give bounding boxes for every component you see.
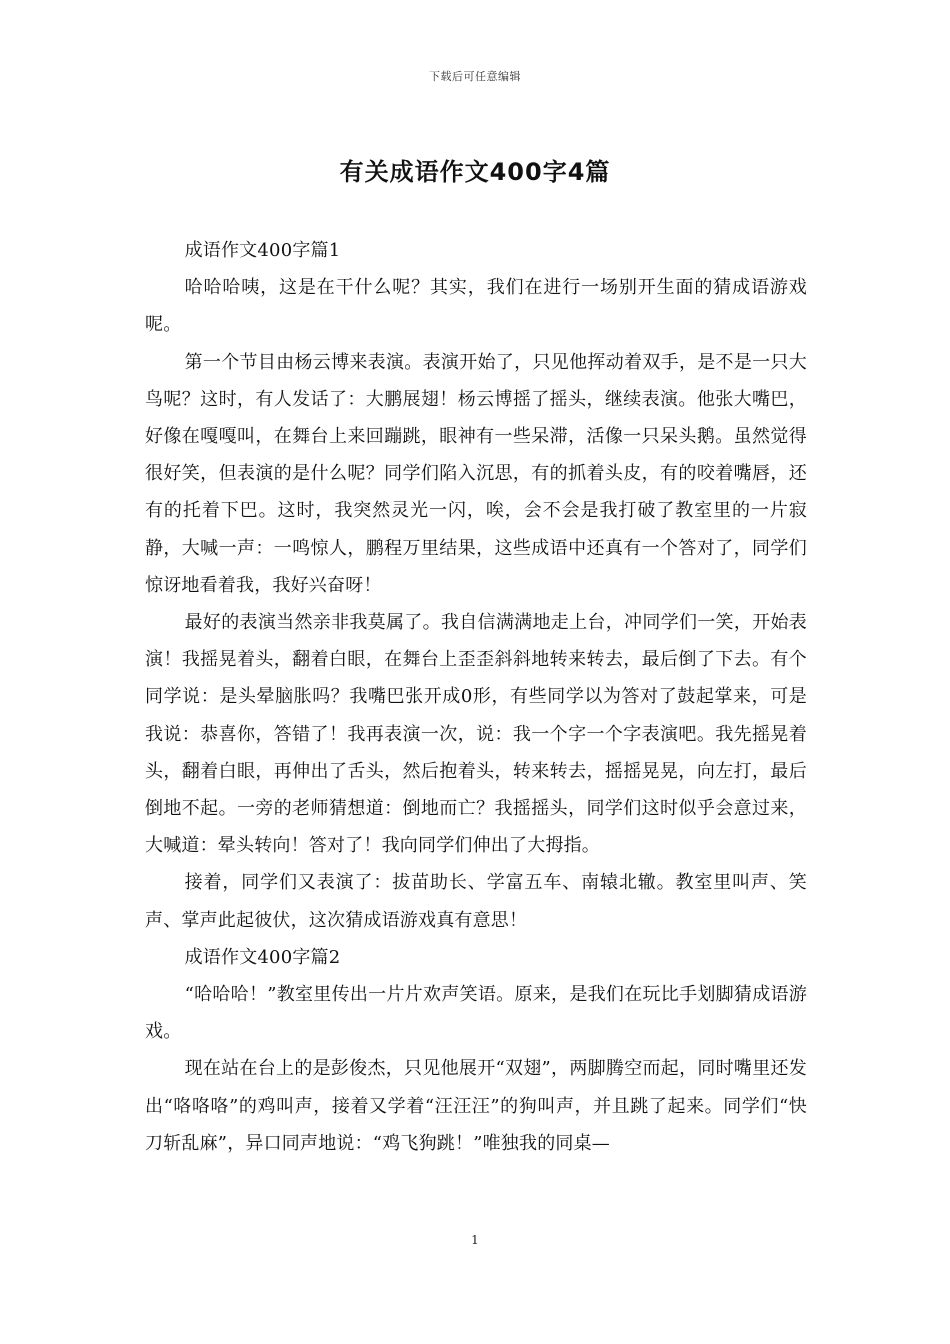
document-body <box>145 232 807 1162</box>
section-heading-1: 成语作文400字篇1 <box>184 240 341 261</box>
paragraph: 哈哈哈咦，这是在干什么呢？其实，我们在进行一场别开生面的猜成语游戏呢。 <box>145 277 807 336</box>
paragraph: 第一个节目由杨云博来表演。表演开始了，只见他挥动着双手，是不是一只大鸟呢？这时，有人发话了：大鹏展翅！杨云博摇了摇头，继续表演。他张大嘴巴，好像在嘎嘎叫，在舞台上来回蹦跳，眼神有一些呆滞，活像一只呆头鹅。虽然觉得很好笑，但表演的是什么呢？同学们陷入沉思，有的抓着头皮，有的咬着嘴唇，还有的托着下巴。这时，我突然灵光一闪，唉，会不会是我打破了教室里的一片寂静，大喊一声：一鸣惊人，鹏程万里结果，这些成语中还真有一个答对了，同学们惊讶地看着我，我好兴奋呀！ <box>145 351 807 596</box>
paragraph: 现在站在台上的是彭俊杰，只见他展开“双翅”，两脚腾空而起，同时嘴里还发出“咯咯咯”的鸡叫声，接着又学着“汪汪汪”的狗叫声，并且跳了起来。同学们“快刀斩乱麻”，异口同声地说：“鸡飞狗跳！”唯独我的同桌— <box>145 1058 807 1154</box>
section-heading-2: 成语作文400字篇2 <box>184 946 341 968</box>
paragraph: 最好的表演当然亲非我莫属了。我自信满满地走上台，冲同学们一笑，开始表演！我摇晃着头，翻着白眼，在舞台上歪歪斜斜地转来转去，最后倒了下去。有个同学说：是头晕脑胀吗？我嘴巴张开成0形，有些同学以为答对了鼓起掌来，可是我说：恭喜你，答错了！我再表演一次，说：我一个字一个字表演吧。我先摇晃着头，翻着白眼，再伸出了舌头，然后抱着头，转来转去，摇摇晃晃，向左打，最后倒地不起。一旁的老师猜想道：倒地而亡？我摇摇头，同学们这时似乎会意过来，大喊道：晕头转向！答对了！我向同学们伸出了大拇指。 <box>145 612 807 857</box>
document-title: 有关成语作文400字4篇 <box>339 158 611 186</box>
paragraph: “哈哈哈！”教室里传出一片片欢声笑语。原来，是我们在玩比手划脚猜成语游戏。 <box>145 984 807 1043</box>
page-number: 1 <box>471 1233 479 1247</box>
header-note: 下载后可任意编辑 <box>429 70 521 83</box>
paragraph: 接着，同学们又表演了：拔苗助长、学富五车、南辕北辙。教室里叫声、笑声、掌声此起彼伏，这次猜成语游戏真有意思！ <box>145 872 807 931</box>
